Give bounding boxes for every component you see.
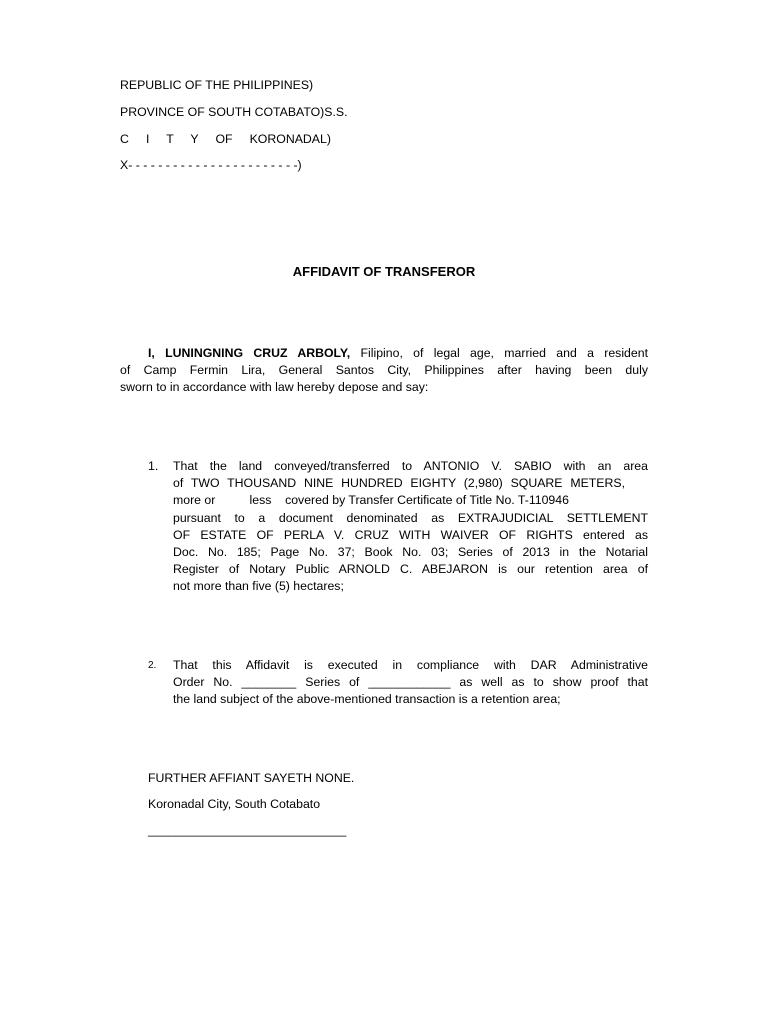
place-line: Koronadal City, South Cotabato — [148, 797, 321, 811]
further-affiant: FURTHER AFFIANT SAYETH NONE. — [148, 771, 355, 785]
intro-line-2: of Camp Fermin Lira, General Santos City, Philippines after having been duly — [120, 363, 648, 377]
header-city: C I T Y OF KORONADAL) — [120, 132, 331, 146]
header-separator: X- - - - - - - - - - - - - - - - - - - - - - -) — [120, 158, 302, 172]
item-1-line-7: Register of Notary Public ARNOLD C. ABEJARON is our retention area of — [173, 562, 648, 576]
item-2-line-1: That this Affidavit is executed in compliance with DAR Administrative — [173, 658, 648, 672]
affiant-name: I, LUNINGNING CRUZ ARBOLY, — [148, 346, 351, 360]
item-1-line-6: Doc. No. 185; Page No. 37; Book No. 03; Series of 2013 in the Notarial — [173, 545, 648, 559]
item-1-line-2: of TWO THOUSAND NINE HUNDRED EIGHTY (2,980) SQUARE METERS, — [173, 476, 625, 490]
item-1-line-8: not more than five (5) hectares; — [173, 579, 344, 593]
item-1-line-3: more or less covered by Transfer Certificate of Title No. T-110946 — [173, 493, 569, 507]
item-1-number: 1. — [148, 459, 159, 473]
item-1-line-1: That the land conveyed/transferred to ANTONIO V. SABIO with an area — [173, 459, 648, 473]
item-1-line-5: OF ESTATE OF PERLA V. CRUZ WITH WAIVER OF RIGHTS entered as — [173, 528, 648, 542]
header-province: PROVINCE OF SOUTH COTABATO)S.S. — [120, 105, 348, 119]
item-1-line-4: pursuant to a document denominated as EXTRAJUDICIAL SETTLEMENT — [173, 511, 648, 525]
intro-line-1-text: Filipino, of legal age, married and a resident — [350, 346, 648, 360]
intro-line-3: sworn to in accordance with law hereby depose and say: — [120, 380, 429, 394]
header-republic: REPUBLIC OF THE PHILIPPINES) — [120, 78, 314, 92]
signature-line: _____________________________ — [148, 823, 347, 837]
item-2-line-3: the land subject of the above-mentioned transaction is a retention area; — [173, 692, 561, 706]
intro-line-1 — [148, 345, 648, 362]
item-2-line-2: Order No. ________ Series of ____________ as well as to show proof that — [173, 675, 648, 689]
document-title: AFFIDAVIT OF TRANSFEROR — [292, 264, 476, 279]
item-2-number: 2. — [148, 660, 157, 671]
